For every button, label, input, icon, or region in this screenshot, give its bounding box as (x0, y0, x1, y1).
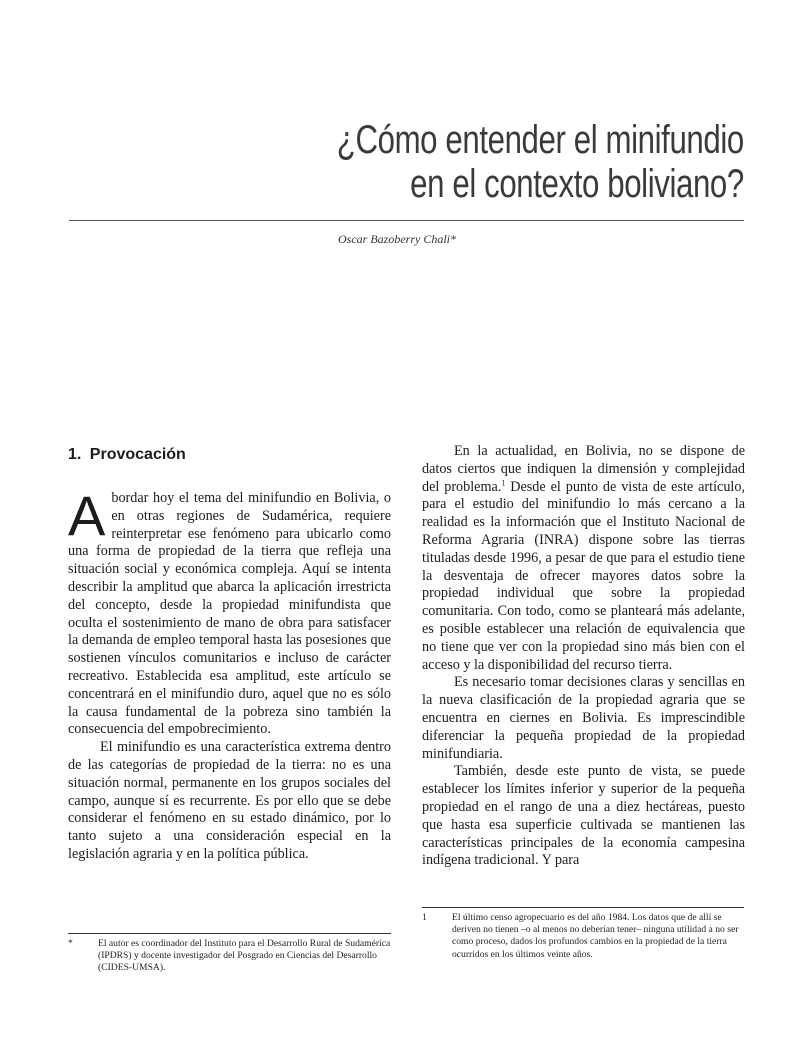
paragraph-decisiones: Es necesario tomar decisiones claras y sencillas en la nueva clasificación de la propiedad agraria que se encuentra en ciernes en Bolivia. Es imprescindible diferenciar la pequeña propiedad de la propiedad minifundiaria. (422, 674, 745, 762)
paragraph-limites: También, desde este punto de vista, se puede establecer los límites inferior y superior de la pequeña propiedad en el rango de una a diez hectáreas, puesto que hasta esa superficie cultivada se mantienen las características principales de la economía campesina indígena tradicional. Y para (422, 763, 745, 869)
right-column (422, 443, 745, 870)
footnote-author-text: El autor es coordinador del Instituto para el Desarrollo Rural de Sudamérica (IPDRS) y docente investigador del Posgrado en Ciencias del Desarrollo (CIDES-UMSA). (98, 938, 391, 974)
title-line-1: ¿Cómo entender el minifundio (336, 118, 744, 162)
drop-cap: A (68, 484, 106, 547)
footnote-author (68, 938, 391, 975)
title-divider (69, 220, 744, 221)
footnote-ref-1[interactable]: 1 (501, 477, 506, 487)
footnote-1-mark: 1 (422, 912, 427, 923)
paragraph-intro (68, 484, 391, 739)
paragraph-actualidad (422, 443, 745, 674)
section-title: Provocación (89, 446, 186, 463)
paragraph-minifundio: El minifundio es una característica extrema dentro de las categorías de propiedad de la tierra: no es una situación normal, permanente en los grupos sociales del campo, aunque sí es recurrente. Es por ello que se debe considerar el fenómeno en su estado dinámico, por lo tanto sujeto a una consideración especial en la legislación agraria y en la política pública. (68, 739, 391, 862)
author-byline: Oscar Bazoberry Chali* (338, 232, 456, 246)
footnote-1 (422, 912, 744, 961)
article-title (337, 118, 744, 206)
section-heading (68, 443, 391, 465)
paragraph-intro-text: bordar hoy el tema del minifundio en Bolivia, o en otras regiones de Sudamérica, requiere reinterpretar ese fenómeno para ubicarlo como una forma de propiedad de la tierra que refleja una situación social y económica compleja. Aquí se intenta describir la amplitud que abarca la aplicación irrestricta del concepto, desde la propiedad minifundista que oculta el sostenimiento de mano de obra para satisfacer la demanda de empleo temporal hasta las posesiones que sostienen vínculos comunitarios e incluso de carácter recreativo. Establecida esa amplitud, este artículo se concentrará en el minifundio duro, aquel que no es sólo la causa fundamental de la pobreza sino también la consecuencia del empobrecimiento. (68, 490, 391, 738)
title-line-2: en el contexto boliviano? (410, 162, 744, 206)
footnote-divider-right (422, 907, 744, 908)
footnote-1-text: El último censo agropecuario es del año 1984. Los datos que de allí se deriven no tienen –o al menos no deberían tener– ninguna utilidad a no ser como proceso, dados los profundos cambios en la propiedad de la tierra ocurridos en los últimos veinte años. (452, 912, 739, 960)
footnote-author-mark: * (68, 938, 73, 949)
paragraph-actualidad-start: En la actualidad, en Bolivia, no se dispone de datos ciertos que indiquen la dimensión y complejidad del problema. (422, 443, 745, 495)
left-column (68, 443, 391, 864)
section-number: 1. (68, 446, 82, 463)
footnote-divider-left (68, 933, 391, 934)
paragraph-actualidad-rest: Desde el punto de vista de este artículo, para el estudio del minifundio lo más cercano a la realidad es la información que el Instituto Nacional de Reforma Agraria (INRA) dispone sobre las tierras tituladas desde 1996, a pesar de que para el estudio tiene la desventaja de ofrecer mayores datos sobre la propiedad individual que sobre la propiedad comunitaria. Con todo, como se planteará más adelante, es posible establecer una relación de equivalencia que no tiene que ver con la propiedad sino más bien con el acceso y la disponibilidad del recurso tierra. (422, 478, 745, 673)
